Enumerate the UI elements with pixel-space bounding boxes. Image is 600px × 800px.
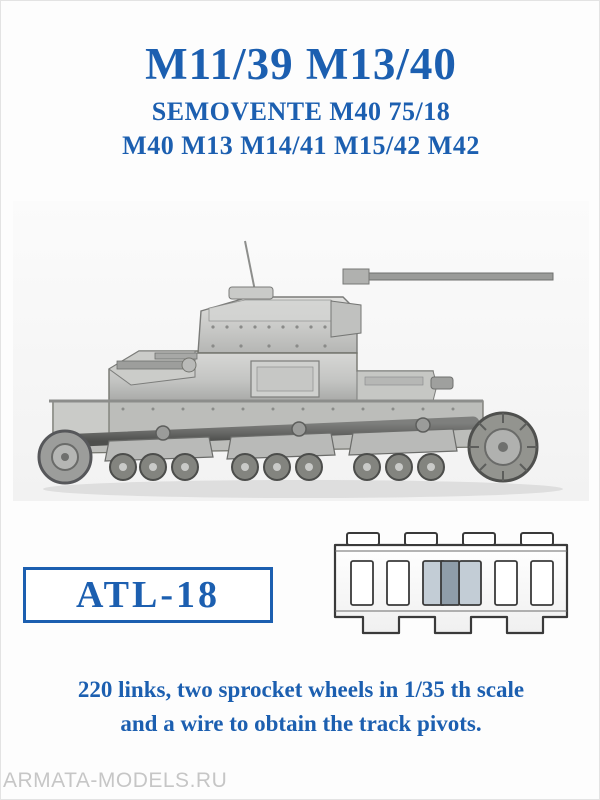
watermark: ARMATA-MODELS.RU	[3, 769, 228, 792]
title-block	[1, 39, 600, 163]
page-title: M11/39 M13/40	[145, 39, 457, 89]
track-link-drawing	[321, 521, 581, 651]
product-description	[1, 673, 600, 741]
product-code: ATL-18	[76, 574, 220, 616]
description-line-1: 220 links, two sprocket wheels in 1/35 th scale	[77, 677, 525, 702]
tank-photo	[13, 201, 589, 501]
product-code-badge	[23, 567, 273, 623]
page-subtitle-2: M40 M13 M14/41 M15/42 M42	[122, 131, 480, 160]
page-subtitle-1: SEMOVENTE M40 75/18	[151, 97, 451, 126]
description-line-2: and a wire to obtain the track pivots.	[120, 711, 482, 736]
